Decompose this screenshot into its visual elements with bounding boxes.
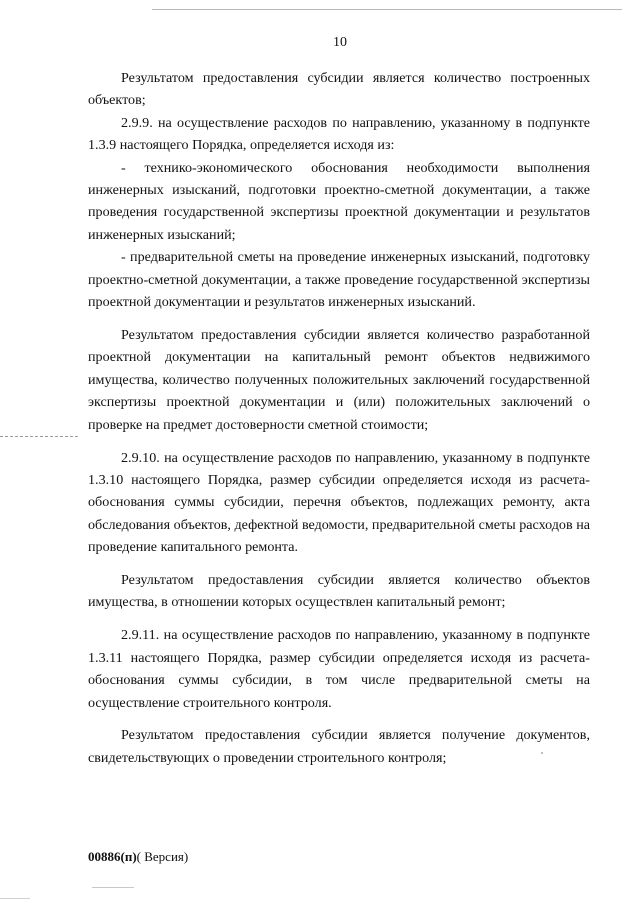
scan-artifact	[0, 436, 78, 441]
paragraph: - технико-экономического обоснования необходимости выполнения инженерных изысканий, подготовки проектно-сметной документации, а также проведения государственной экспертизы проектной документации и результатов инженерных изысканий;	[88, 159, 590, 243]
paragraph: Результатом предоставления субсидии является получение документов, свидетельствующих о проведении строительного контроля;	[88, 727, 590, 766]
document-version: ( Версия)	[136, 849, 189, 864]
bottom-scan-line	[92, 887, 134, 888]
paragraph: Результатом предоставления субсидии является количество объектов имущества, в отношении которых осуществлен капитальный ремонт;	[88, 572, 590, 611]
paragraph: - предварительной сметы на проведение инженерных изысканий, подготовку проектно-сметной документации, а также проведение государственной экспертизы проектной документации и результатов инженерных изысканий.	[88, 249, 590, 311]
scan-speck	[541, 752, 543, 754]
footer	[88, 849, 188, 865]
paragraph: 2.9.10. на осуществление расходов по направлению, указанному в подпункте 1.3.10 настоящего Порядка, размер субсидии определяется исходя из расчета-обоснования суммы субсидии, перечня объектов, подлежащих ремонту, акта обследования объектов, дефектной ведомости, предварительной сметы расходов на проведение капитального ремонта.	[88, 449, 590, 556]
page-number: 10	[333, 35, 347, 50]
paragraph: Результатом предоставления субсидии является количество построенных объектов;	[88, 70, 590, 109]
top-scan-line	[152, 9, 622, 10]
document-body	[88, 67, 590, 769]
paragraph: 2.9.11. на осуществление расходов по направлению, указанному в подпункте 1.3.11 настоящего Порядка, размер субсидии определяется исходя из расчета-обоснования суммы субсидии, в том числе предварительной сметы на осуществление строительного контроля.	[88, 627, 590, 711]
paragraph: Результатом предоставления субсидии является количество разработанной проектной документации на капитальный ремонт объектов недвижимого имущества, количество полученных положительных заключений государственной экспертизы проектной документации и (или) положительных заключений о проверке на предмет достоверности сметной стоимости;	[88, 326, 590, 433]
bottom-scan-line	[0, 898, 30, 899]
paragraph: 2.9.9. на осуществление расходов по направлению, указанному в подпункте 1.3.9 настоящего Порядка, определяется исходя из:	[88, 114, 590, 154]
document-code: 00886(п)	[88, 849, 137, 864]
